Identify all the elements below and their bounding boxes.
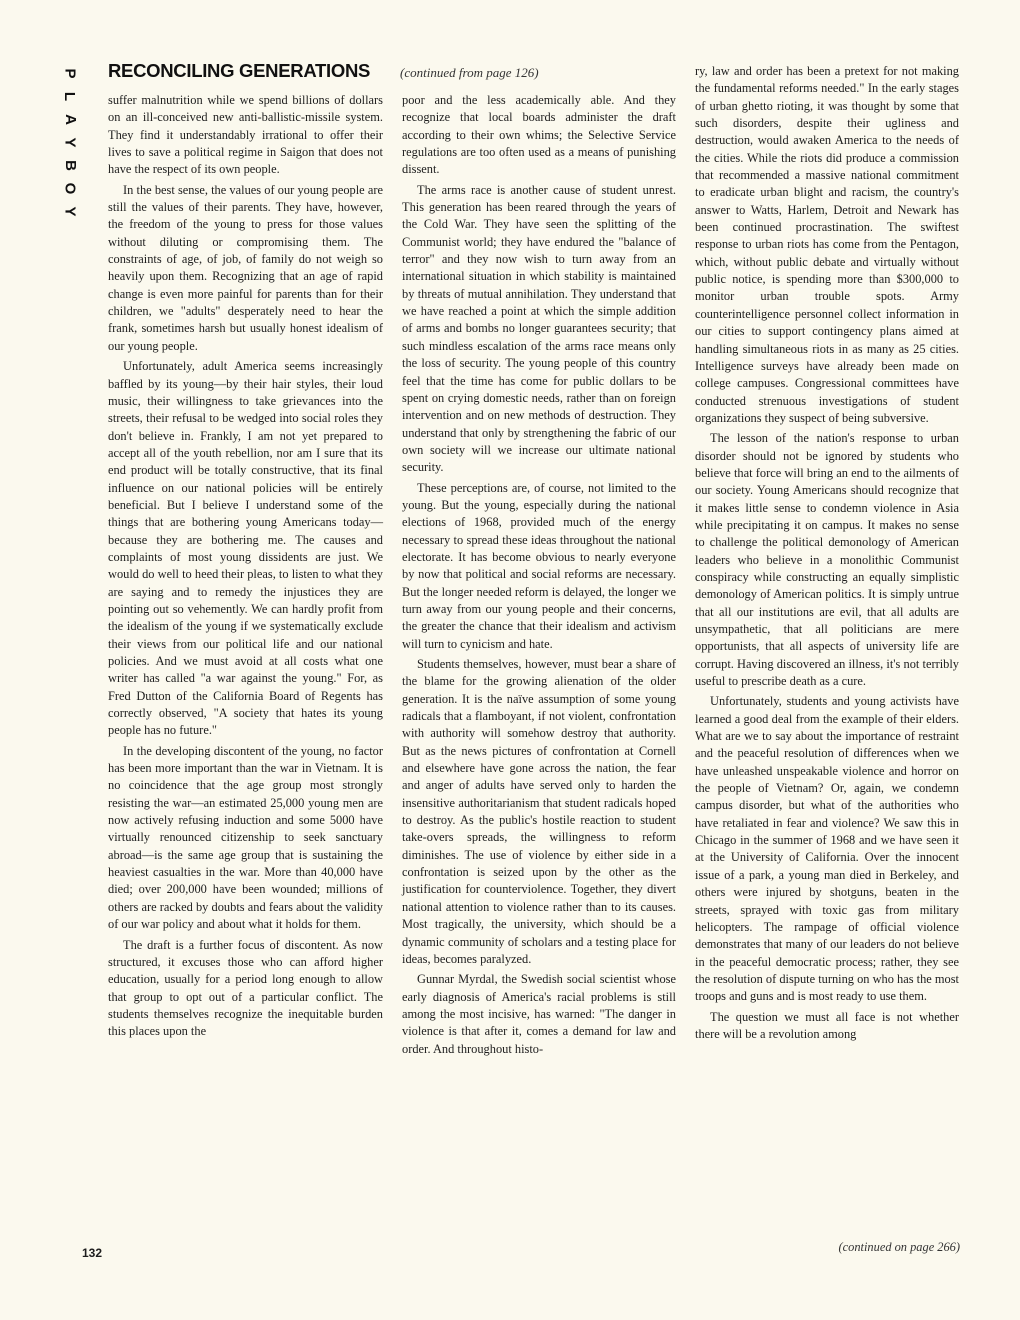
continued-on-note: (continued on page 266) <box>838 1240 960 1254</box>
brand-letter: Y <box>61 137 79 148</box>
text-column-1 <box>108 92 383 1041</box>
text-column-3 <box>695 63 959 1043</box>
paragraph: These perceptions are, of course, not limited to the young. But the young, especially during the national elections of 1968, provided much of the energy necessary to spread these ideas throughout the national electorate. It has become obvious to nearly everyone by now that political and social reforms are necessary. But the longer needed reform is delayed, the longer we turn away from our young people and their concerns, the greater the chance that their idealism and activism will turn to cynicism and hate. <box>402 480 676 651</box>
page-number: 132 <box>82 1246 103 1260</box>
paragraph: In the best sense, the values of our young people are still the values of their parents. They have, however, the freedom of the young to press for those values without diluting or compromising them. The constraints of age, of job, of family do not weigh so heavily upon them. Recognizing that an age of rapid change is even more painful for parents than for their children, we "adults" desperately need to hear the frank, sometimes harsh but usually honest idealism of our young people. <box>108 182 383 353</box>
vertical-magazine-brand <box>55 62 85 223</box>
paragraph: poor and the less academically able. And they recognize that local boards administer the draft according to their own whims; the Selective Service regulations are too often used as a means of punishing dissent. <box>402 93 676 177</box>
paragraph: ry, law and order has been a pretext for not making the fundamental reforms needed." In the early stages of urban ghetto rioting, it was thought by some that such disorders, despite their ugliness and destruction, would awaken America to the needs of the cities. While the riots did produce a commission that recommended a massive national commitment to eradicate urban blight and racism, the country's answer to Watts, Harlem, Detroit and Newark has been continued procrastination. The swiftest response to urban riots has come from the Pentagon, which, without public debate and virtually without public notice, is spending more than $300,000 to monitor urban trouble spots. Army counterintelligence personnel collect information in our cities to support contingency plans aimed at handling simultaneous riots in as many as 25 cities. Intelligence surveys have already been made on college campuses. Congressional committees have conducted strenuous investigations of student organizations they suspect of being subversive. <box>695 64 959 425</box>
brand-letter: P <box>61 68 79 79</box>
continued-from-note: (continued from page 126) <box>400 65 539 80</box>
text-column-2 <box>402 92 676 1058</box>
paragraph: The question we must all face is not whether there will be a revolution among <box>695 1009 959 1041</box>
brand-letter: A <box>61 114 79 125</box>
brand-letter: O <box>61 182 79 195</box>
paragraph: Unfortunately, adult America seems increasingly baffled by its young—by their hair styles, their loud music, their willingness to take grievances into the streets, their refusal to be wedged into social roles they don't believe in. Frankly, I am not yet prepared to accept all of the youth rebellion, nor am I sure that its end product will be totally constructive, that its final influence on our national policies will be entirely beneficial. But I believe I understand some of the things that are bothering young Americans today—because they are bothering me. The causes and complaints of most young dissidents are just. We would do well to heed their pleas, to listen to what they are saying and to remedy the injustices they are pointing out so vehemently. We can hardly profit from the idealism of the young if we systematically exclude their views from our political life and our national policies. And we must avoid at all costs what one writer has called "a war against the young." For, as Fred Dutton of the California Board of Regents has correctly observed, "A society that hates its young people has no future." <box>108 359 383 738</box>
paragraph: suffer malnutrition while we spend billions of dollars on an ill-conceived new anti-ballistic-missile system. They find it understandably irrational to offer their lives to save a political regime in Saigon that does not have the respect of its own people. <box>108 93 383 177</box>
paragraph: The draft is a further focus of discontent. As now structured, it excuses those who can afford higher education, usually for a period long enough to allow that group to opt out of a particular conflict. The students themselves recognize the inequitable burden this places upon the <box>108 937 383 1039</box>
paragraph: The arms race is another cause of student unrest. This generation has been reared through the years of the Cold War. They have seen the splitting of the Communist world; they have endured the "balance of terror" and they now wish to turn away from an international situation in which stability is maintained by threats of mutual annihilation. They understand that we have reached a point at which the simple addition of arms and bombs no longer guarantees security; that such mindless escalation of the arms race means only the loss of security. The young people of this country feel that the time has come for public dollars to be spent on crying domestic needs, rather than on foreign intervention and on new methods of destruction. They understand that only by strengthening the fabric of our own society will we increase our ultimate national security. <box>402 182 676 475</box>
paragraph: Students themselves, however, must bear a share of the blame for the growing alienation of the older generation. It is the naïve assumption of some young radicals that a flamboyant, if not violent, confrontation with authority will somehow destroy that authority. But as the news pictures of confrontation at Cornell and elsewhere have gone across the nation, the fear and anger of adults have served only to harden the insensitive authoritarianism that student radicals hoped to destroy. As the public's hostile reaction to student take-overs spreads, the willingness to reform diminishes. The use of violence by either side in a confrontation is seized upon by the other as the justification for counterviolence. Together, they divert national attention to violence rather than to its causes. Most tragically, the university, which should be a dynamic community of scholars and a testing place for ideas, becomes paralyzed. <box>402 657 676 966</box>
paragraph: Gunnar Myrdal, the Swedish social scientist whose early diagnosis of America's racial problems is still among the most incisive, has warned: "The danger in violence is that after it, comes a demand for law and order. And throughout histo- <box>402 972 676 1056</box>
paragraph: The lesson of the nation's response to urban disorder should not be ignored by students who believe that force will bring an end to the ailments of our society. Young Americans should recognize that it makes little sense to condemn violence in Asia while precipitating it on campus. It makes no sense to challenge the political demonology of American leaders who believe in a monolithic Communist conspiracy while constructing an equally simplistic demonology of American politics. It is simply untrue that all our institutions are evil, that all adults are unsympathetic, that all politicians are mere opportunists, that all aspects of university life are corrupt. Having discovered an illness, it's not terribly useful to prescribe death as a cure. <box>695 431 959 689</box>
paragraph: Unfortunately, students and young activists have learned a good deal from the example of their elders. What are we to say about the importance of restraint and the peaceful resolution of differences when we have unleashed unspeakable violence and horror on the people of Vietnam? Or, again, we condemn campus disorder, but what of the authorities who have retaliated in fear and violence? We saw this in Chicago in the summer of 1968 and we have seen it at the University of California. Over the innocent issue of a park, a young man died in Berkeley, and others were injured by shotguns, beaten in the streets, sprayed with toxic gas from military helicopters. The rampage of official violence demonstrates that many of our leaders do not believe in the peaceful democratic process; rather, they see the resolution of dispute turning on who has the most troops and guns and is most ready to use them. <box>695 694 959 1004</box>
brand-letter: L <box>61 91 79 102</box>
brand-letter: B <box>61 160 79 171</box>
brand-letter: Y <box>61 206 79 217</box>
article-heading <box>108 60 539 86</box>
article-title: RECONCILING GENERATIONS <box>108 60 371 81</box>
paragraph: In the developing discontent of the young, no factor has been more important than the war in Vietnam. It is no coincidence that the age group most strongly resisting the war—an estimated 25,000 young men are now actively refusing induction and some 5000 have virtually renounced citizenship to seek sanctuary abroad—is the same age group that is sustaining the heaviest casualties in the war. More than 40,000 have died; over 200,000 have been wounded; millions of others are racked by doubts and fears about the validity of our war policy and about what it holds for them. <box>108 743 383 932</box>
